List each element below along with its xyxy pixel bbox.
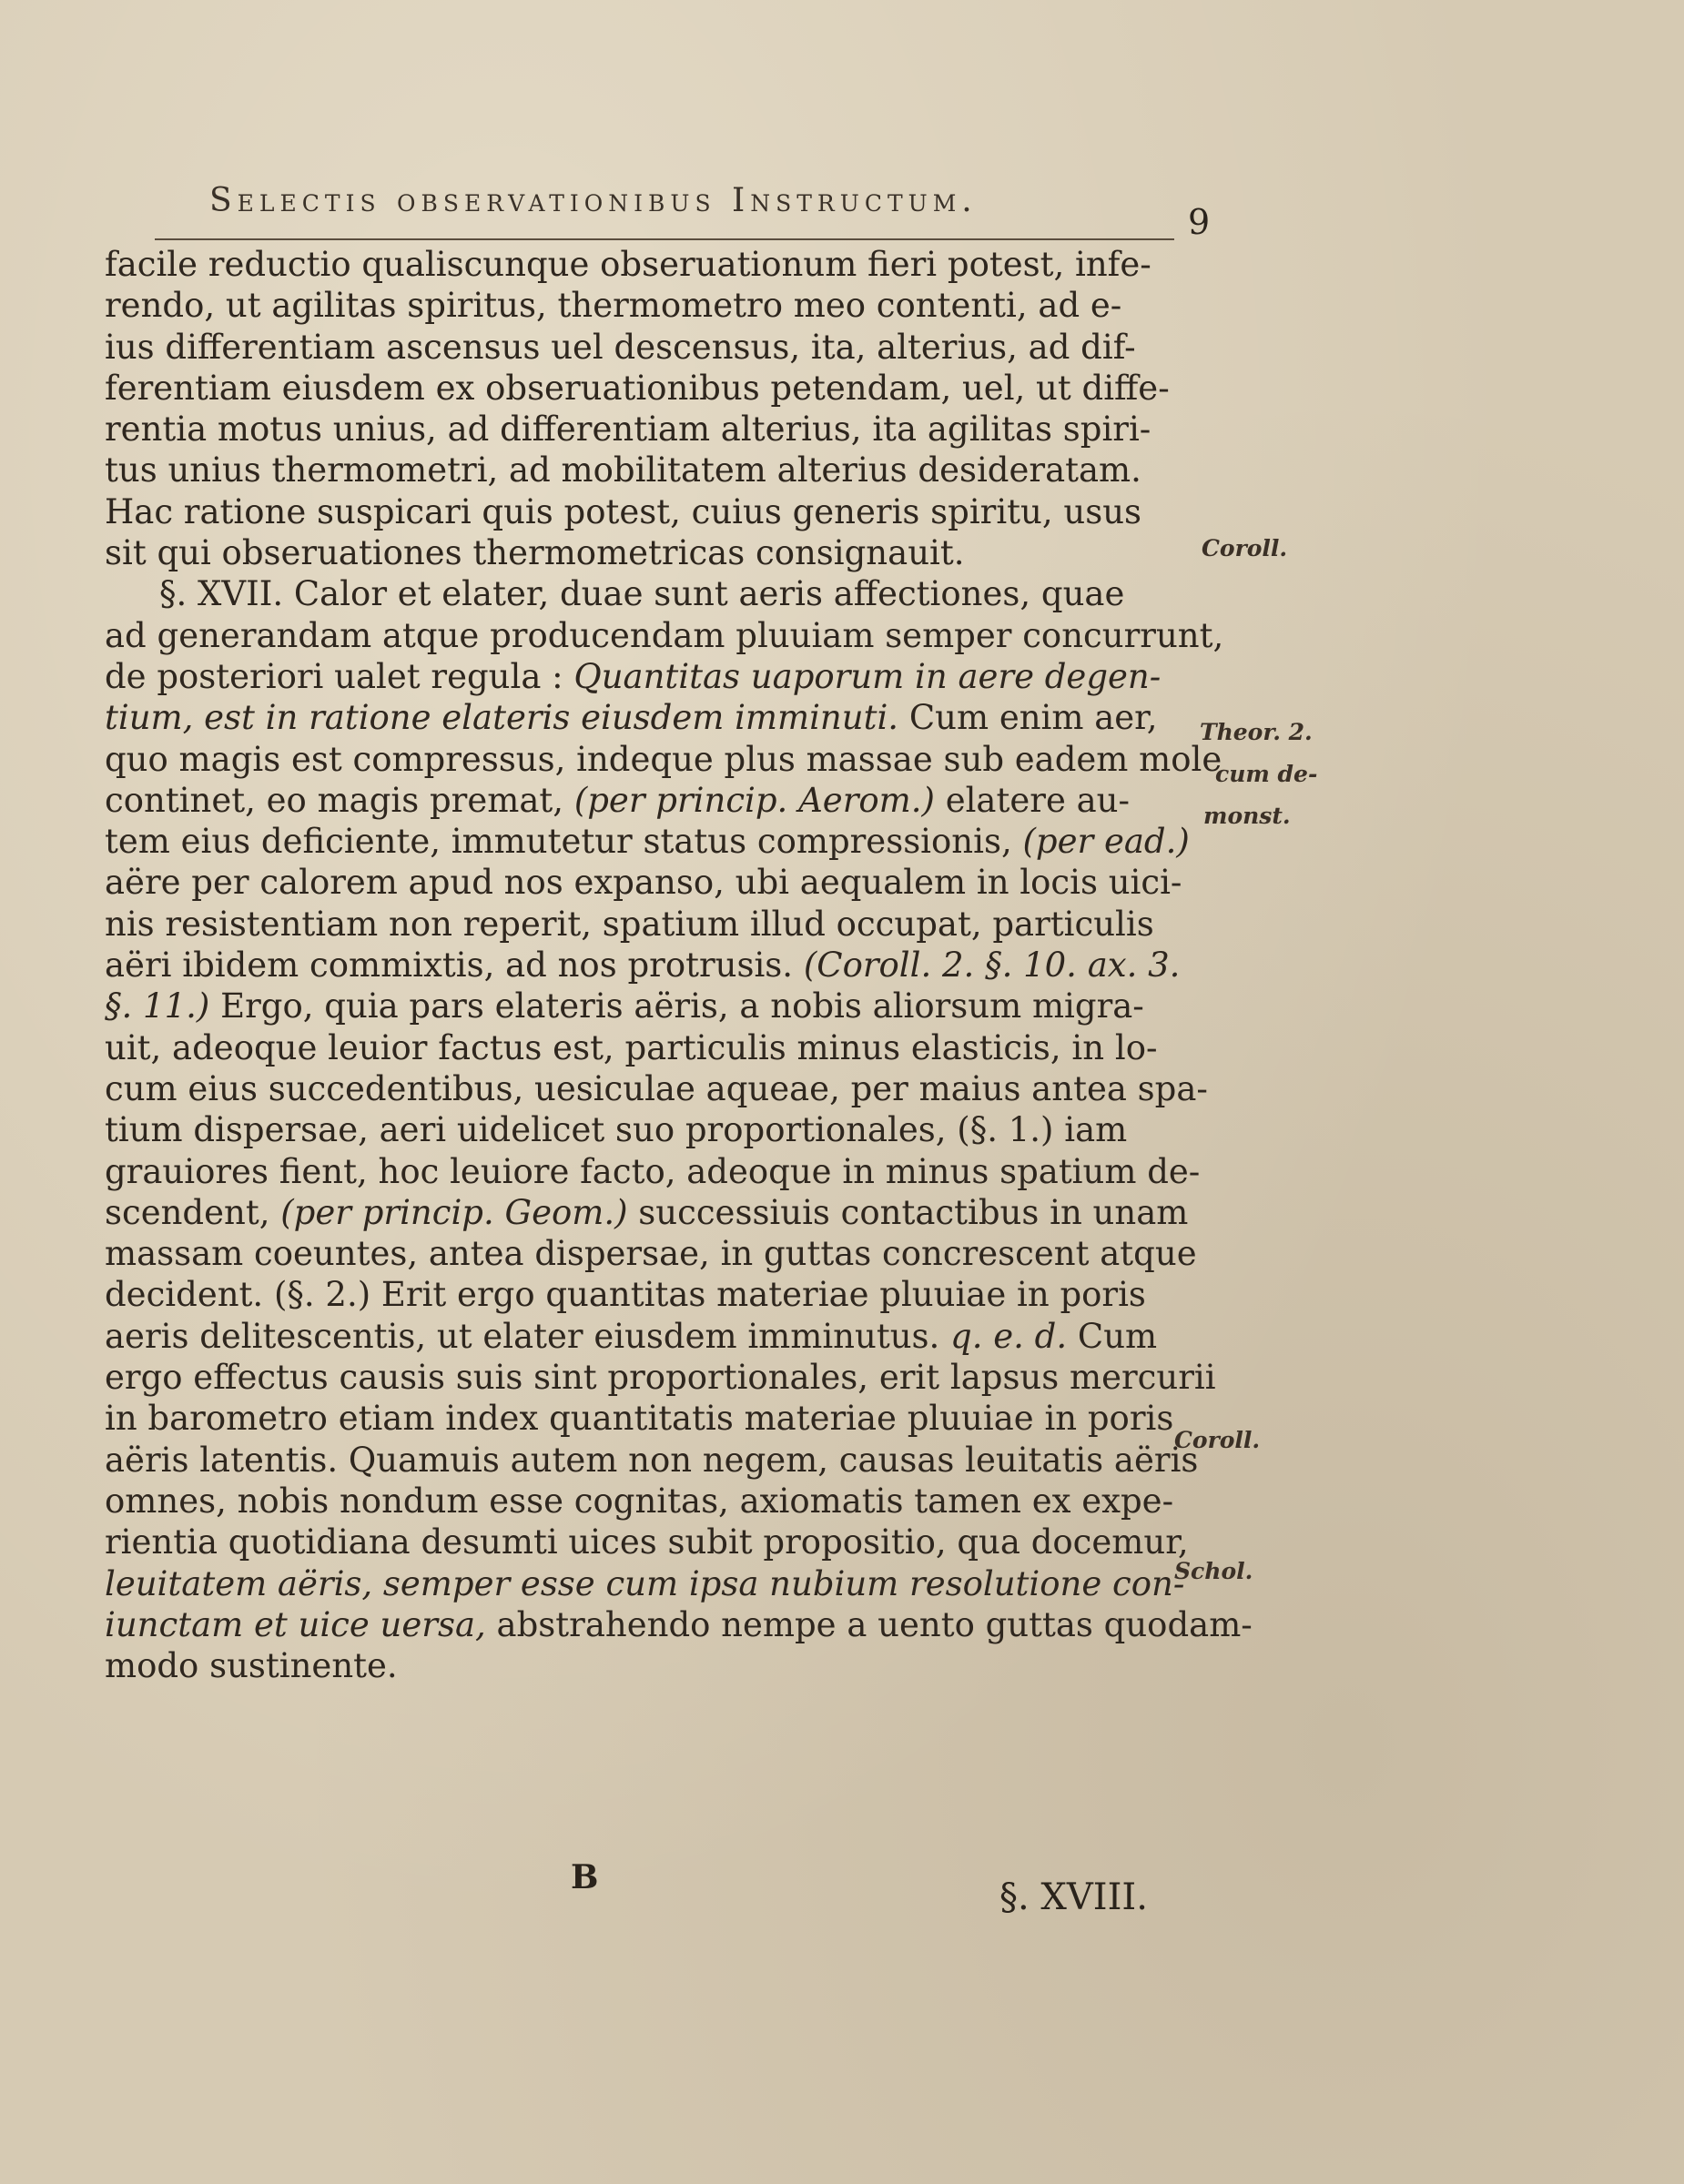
text-span: scendent, — [105, 1192, 270, 1232]
text-line — [105, 780, 1188, 821]
text-line: in barometro etiam index quantitatis materiae pluuiae in poris — [105, 1399, 1174, 1439]
text-span: elatere au- — [945, 780, 1130, 820]
text-line — [105, 986, 1188, 1026]
citation: §. 11.) — [105, 986, 210, 1026]
text-line: rientia quotidiana desumti uices subit propositio, qua docemur, — [105, 1522, 1189, 1562]
text-line: decident. (§. 2.) Erit ergo quantitas materiae pluuiae in poris — [105, 1275, 1146, 1315]
citation: (per princip. Aerom.) — [573, 780, 935, 820]
text-span: de posteriori ualet regula : — [105, 656, 563, 696]
text-line: sit qui obseruationes thermometricas consignauit. — [105, 533, 965, 573]
page-header — [209, 182, 1211, 242]
text-line: grauiores fient, hoc leuiore facto, adeoque in minus spatium de- — [105, 1151, 1201, 1191]
text-line: ius differentiam ascensus uel descensus, ita, alterius, ad dif- — [105, 327, 1136, 367]
margin-note-coroll-2: Coroll. — [1174, 1427, 1261, 1453]
citation: (per ead.) — [1022, 822, 1190, 862]
text-line: leuitatem aëris, semper esse cum ipsa nubium resolutione con- — [105, 1563, 1185, 1603]
italic-span: iunctam et uice uersa, — [105, 1604, 486, 1644]
qed: q. e. d. — [950, 1316, 1068, 1356]
text-line: quo magis est compressus, indeque plus massae sub eadem mole — [105, 739, 1222, 779]
theorem-text: Quantitas uaporum in aere degen- — [573, 656, 1162, 696]
theorem-text: tium, est in ratione elateris eiusdem imminuti. — [105, 698, 899, 738]
text-line: nis resistentiam non reperit, spatium illud occupat, particulis — [105, 904, 1154, 944]
text-line: tus unius thermometri, ad mobilitatem alterius desideratam. — [105, 450, 1141, 490]
text-span: Cum — [1077, 1316, 1158, 1356]
signature-mark: B — [571, 1858, 599, 1896]
text-line — [105, 945, 1188, 986]
text-span: continet, eo magis premat, — [105, 780, 564, 820]
header-rule — [155, 238, 1174, 240]
citation: (per princip. Geom.) — [280, 1192, 628, 1232]
text-line: ferentiam eiusdem ex obseruationibus petendam, uel, ut diffe- — [105, 368, 1170, 408]
text-line: tium dispersae, aeri uidelicet suo proportionales, (§. 1.) iam — [105, 1110, 1128, 1150]
text-line: massam coeuntes, antea dispersae, in guttas concrescent atque — [105, 1234, 1197, 1274]
text-line — [105, 697, 1188, 738]
text-span: aeris delitescentis, ut elater eiusdem imminutus. — [105, 1316, 940, 1356]
text-span: tem eius deficiente, immutetur status compressionis, — [105, 822, 1012, 862]
text-span: aëri ibidem commixtis, ad nos protrusis. — [105, 945, 794, 986]
text-line — [105, 1316, 1188, 1357]
page-number: 9 — [1188, 202, 1211, 242]
section-heading-line: §. XVII. Calor et elater, duae sunt aeris affectiones, quae — [159, 574, 1125, 614]
text-line: cum eius succedentibus, uesiculae aqueae, per maius antea spa- — [105, 1068, 1208, 1108]
text-line: ergo effectus causis suis sint proportionales, erit lapsus mercurii — [105, 1358, 1216, 1398]
text-line — [105, 1604, 1253, 1645]
text-line: facile reductio qualiscunque obseruationum fieri potest, infe- — [105, 245, 1151, 284]
margin-note-cum-demonst: cum de- — [1215, 761, 1318, 787]
text-line: rendo, ut agilitas spiritus, thermometro meo contenti, ad e- — [105, 286, 1122, 326]
margin-note-schol: Schol. — [1174, 1558, 1253, 1584]
text-line: aëris latentis. Quamuis autem non negem, causas leuitatis aëris — [105, 1440, 1199, 1480]
text-span: Cum enim aer, — [908, 698, 1158, 738]
text-line: modo sustinente. — [105, 1646, 398, 1686]
text-span: successiuis contactibus in unam — [638, 1192, 1189, 1232]
text-line: rentia motus unius, ad differentiam alterius, ita agilitas spiri- — [105, 410, 1151, 450]
citation: (Coroll. 2. §. 10. ax. 3. — [803, 945, 1181, 986]
catchword: §. XVIII. — [999, 1876, 1148, 1918]
text-line: Hac ratione suspicari quis potest, cuius generis spiritu, usus — [105, 491, 1142, 531]
text-span: abstrahendo nempe a uento guttas quodam- — [496, 1604, 1253, 1644]
text-line: uit, adeoque leuior factus est, particulis minus elasticis, in lo- — [105, 1027, 1158, 1067]
margin-note-monst: monst. — [1203, 803, 1291, 829]
text-span: Ergo, quia pars elateris aëris, a nobis aliorsum migra- — [220, 986, 1144, 1026]
margin-note-coroll: Coroll. — [1202, 535, 1288, 561]
text-line: omnes, nobis nondum esse cognitas, axiomatis tamen ex expe- — [105, 1481, 1174, 1521]
text-line — [105, 656, 1188, 697]
margin-note-theorem: Theor. 2. — [1200, 719, 1313, 745]
running-title: Selectis observationibus Instructum. — [209, 182, 978, 219]
text-line — [105, 1192, 1188, 1233]
text-line — [105, 821, 1188, 862]
text-line: ad generandam atque producendam pluuiam semper concurrunt, — [105, 615, 1224, 655]
text-line: aëre per calorem apud nos expanso, ubi aequalem in locis uici- — [105, 863, 1182, 903]
